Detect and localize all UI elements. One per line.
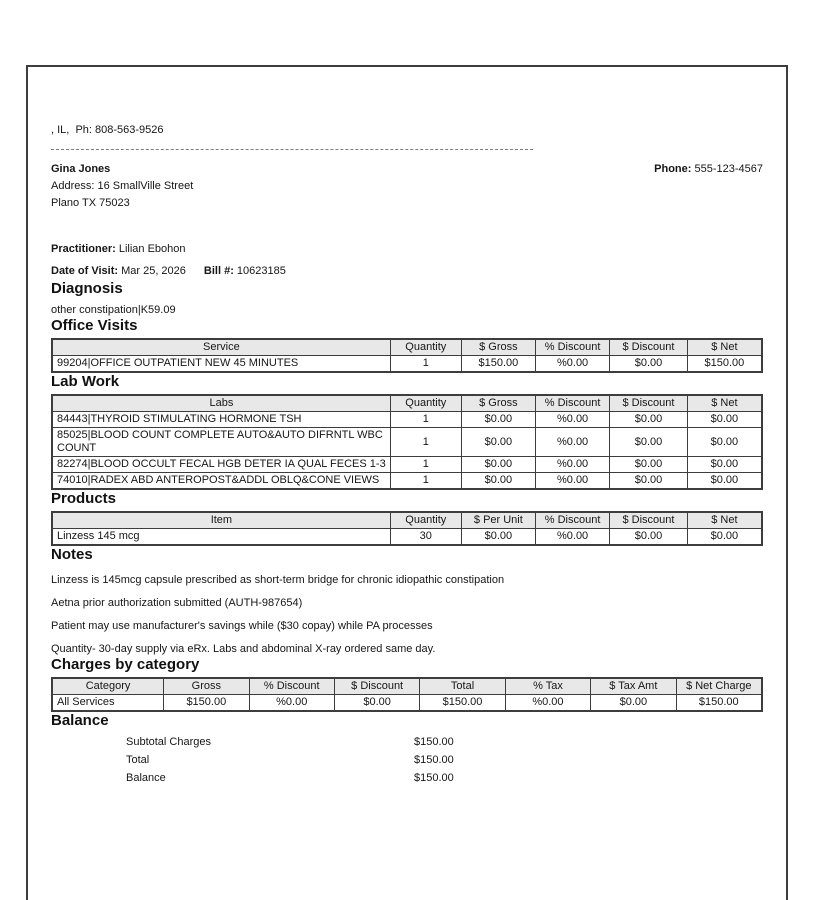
office-visits-table (51, 338, 763, 373)
table-cell: 99204|OFFICE OUTPATIENT NEW 45 MINUTES (52, 356, 390, 373)
column-header: % Tax (505, 678, 590, 695)
column-header: $ Net (687, 339, 762, 356)
table-cell: $0.00 (461, 412, 535, 428)
separator-line (51, 149, 533, 150)
column-header: $ Discount (334, 678, 419, 695)
patient-address-line1: Address: 16 SmallVille Street (51, 180, 194, 192)
table-cell: $0.00 (610, 428, 688, 457)
table-cell: $150.00 (461, 356, 535, 373)
table-cell: 1 (390, 356, 461, 373)
table-cell: $0.00 (610, 529, 688, 546)
column-header: Category (52, 678, 164, 695)
patient-address-line2: Plano TX 75023 (51, 197, 130, 209)
table-header-row (52, 395, 762, 412)
table-cell: $0.00 (687, 473, 762, 490)
table-cell: 82274|BLOOD OCCULT FECAL HGB DETER IA QUAL FECES 1-3 (52, 457, 390, 473)
balance-row-label: Subtotal Charges (126, 736, 211, 748)
column-header: % Discount (249, 678, 334, 695)
table-cell: %0.00 (249, 695, 334, 712)
table-header-row (52, 678, 762, 695)
note-line: Linzess is 145mcg capsule prescribed as short-term bridge for chronic idiopathic constipation (51, 574, 505, 586)
balance-row (51, 769, 763, 787)
practitioner-value: Lilian Ebohon (115, 243, 186, 255)
column-header: $ Gross (461, 339, 535, 356)
bill-number-value: 10623185 (233, 265, 286, 277)
balance-heading: Balance (51, 712, 109, 729)
column-header: % Discount (535, 395, 609, 412)
table-cell: 1 (390, 412, 461, 428)
column-header: $ Net Charge (676, 678, 762, 695)
table-row (52, 695, 762, 712)
diagnosis-heading: Diagnosis (51, 280, 123, 297)
table-cell: 74010|RADEX ABD ANTEROPOST&ADDL OBLQ&CONE VIEWS (52, 473, 390, 490)
balance-rows (51, 733, 763, 787)
table-cell: $0.00 (610, 356, 688, 373)
date-of-visit-value: Mar 25, 2026 (118, 265, 186, 277)
notes-heading: Notes (51, 546, 93, 563)
balance-row-value: $150.00 (414, 754, 454, 766)
table-row (52, 473, 762, 490)
table-cell: 85025|BLOOD COUNT COMPLETE AUTO&AUTO DIFRNTL WBC COUNT (52, 428, 390, 457)
office-visits-heading: Office Visits (51, 317, 138, 334)
table-cell: 30 (390, 529, 461, 546)
table-cell: $150.00 (420, 695, 505, 712)
table-header-row (52, 339, 762, 356)
balance-row-label: Balance (126, 772, 166, 784)
practitioner-label: Practitioner: (51, 243, 116, 255)
table-cell: 84443|THYROID STIMULATING HORMONE TSH (52, 412, 390, 428)
table-cell: $0.00 (610, 457, 688, 473)
table-cell: 1 (390, 457, 461, 473)
visit-date-line (51, 263, 763, 280)
document-content (28, 67, 786, 787)
balance-row (51, 751, 763, 769)
note-line: Aetna prior authorization submitted (AUTH-987654) (51, 597, 303, 609)
column-header: Labs (52, 395, 390, 412)
column-header: % Discount (535, 339, 609, 356)
column-header: $ Discount (610, 512, 688, 529)
table-cell: $0.00 (461, 457, 535, 473)
balance-row-label: Total (126, 754, 150, 766)
table-row (52, 457, 762, 473)
lab-work-table (51, 394, 763, 490)
column-header: Quantity (390, 339, 461, 356)
column-header: Quantity (390, 512, 461, 529)
table-cell: $0.00 (687, 457, 762, 473)
table-cell: $150.00 (676, 695, 762, 712)
column-header: $ Discount (610, 339, 688, 356)
balance-row-value: $150.00 (414, 736, 454, 748)
balance-row-value: $150.00 (414, 772, 454, 784)
products-heading: Products (51, 490, 117, 507)
clinic-header-line: , IL, Ph: 808-563-9526 (51, 124, 164, 136)
column-header: $ Gross (461, 395, 535, 412)
table-cell: %0.00 (535, 412, 609, 428)
table-row (52, 412, 762, 428)
table-cell: 1 (390, 428, 461, 457)
table-row (52, 356, 762, 373)
table-cell: $0.00 (461, 529, 535, 546)
table-header-row (52, 512, 762, 529)
table-cell: All Services (52, 695, 164, 712)
table-cell: $0.00 (687, 529, 762, 546)
table-cell: %0.00 (535, 457, 609, 473)
patient-info-row (51, 161, 763, 212)
table-cell: $150.00 (687, 356, 762, 373)
column-header: Gross (164, 678, 249, 695)
bill-number-label: Bill #: (203, 265, 234, 277)
table-cell: $0.00 (687, 428, 762, 457)
note-line: Quantity- 30-day supply via eRx. Labs and abdominal X-ray ordered same day. (51, 643, 436, 655)
table-cell: $0.00 (610, 473, 688, 490)
column-header: % Discount (535, 512, 609, 529)
column-header: $ Tax Amt (591, 678, 676, 695)
table-cell: %0.00 (535, 356, 609, 373)
phone-label: Phone: (654, 163, 692, 175)
patient-phone (654, 161, 763, 212)
phone-value: 555-123-4567 (691, 163, 763, 175)
table-cell: 1 (390, 473, 461, 490)
column-header: Quantity (390, 395, 461, 412)
document-border-box (26, 65, 788, 900)
practitioner-line (51, 241, 763, 258)
note-line: Patient may use manufacturer's savings while ($30 copay) while PA processes (51, 620, 433, 632)
table-row (52, 529, 762, 546)
table-cell: $0.00 (591, 695, 676, 712)
table-cell: $0.00 (687, 412, 762, 428)
charges-by-category-table (51, 677, 763, 712)
column-header: $ Per Unit (461, 512, 535, 529)
table-cell: $0.00 (610, 412, 688, 428)
lab-work-heading: Lab Work (51, 373, 120, 390)
column-header: $ Discount (610, 395, 688, 412)
table-cell: $0.00 (461, 473, 535, 490)
column-header: Item (52, 512, 390, 529)
table-cell: %0.00 (535, 473, 609, 490)
products-table (51, 511, 763, 546)
table-cell: $150.00 (164, 695, 249, 712)
column-header: Total (420, 678, 505, 695)
table-cell: $0.00 (334, 695, 419, 712)
column-header: $ Net (687, 395, 762, 412)
table-cell: Linzess 145 mcg (52, 529, 390, 546)
column-header: Service (52, 339, 390, 356)
patient-address-block (51, 161, 193, 212)
table-cell: %0.00 (535, 428, 609, 457)
charges-by-category-heading: Charges by category (51, 656, 200, 673)
table-cell: %0.00 (505, 695, 590, 712)
date-of-visit-label: Date of Visit: (51, 265, 119, 277)
balance-row (51, 733, 763, 751)
column-header: $ Net (687, 512, 762, 529)
diagnosis-value: other constipation|K59.09 (51, 304, 176, 316)
table-row (52, 428, 762, 457)
patient-name: Gina Jones (51, 163, 111, 175)
table-cell: $0.00 (461, 428, 535, 457)
table-cell: %0.00 (535, 529, 609, 546)
